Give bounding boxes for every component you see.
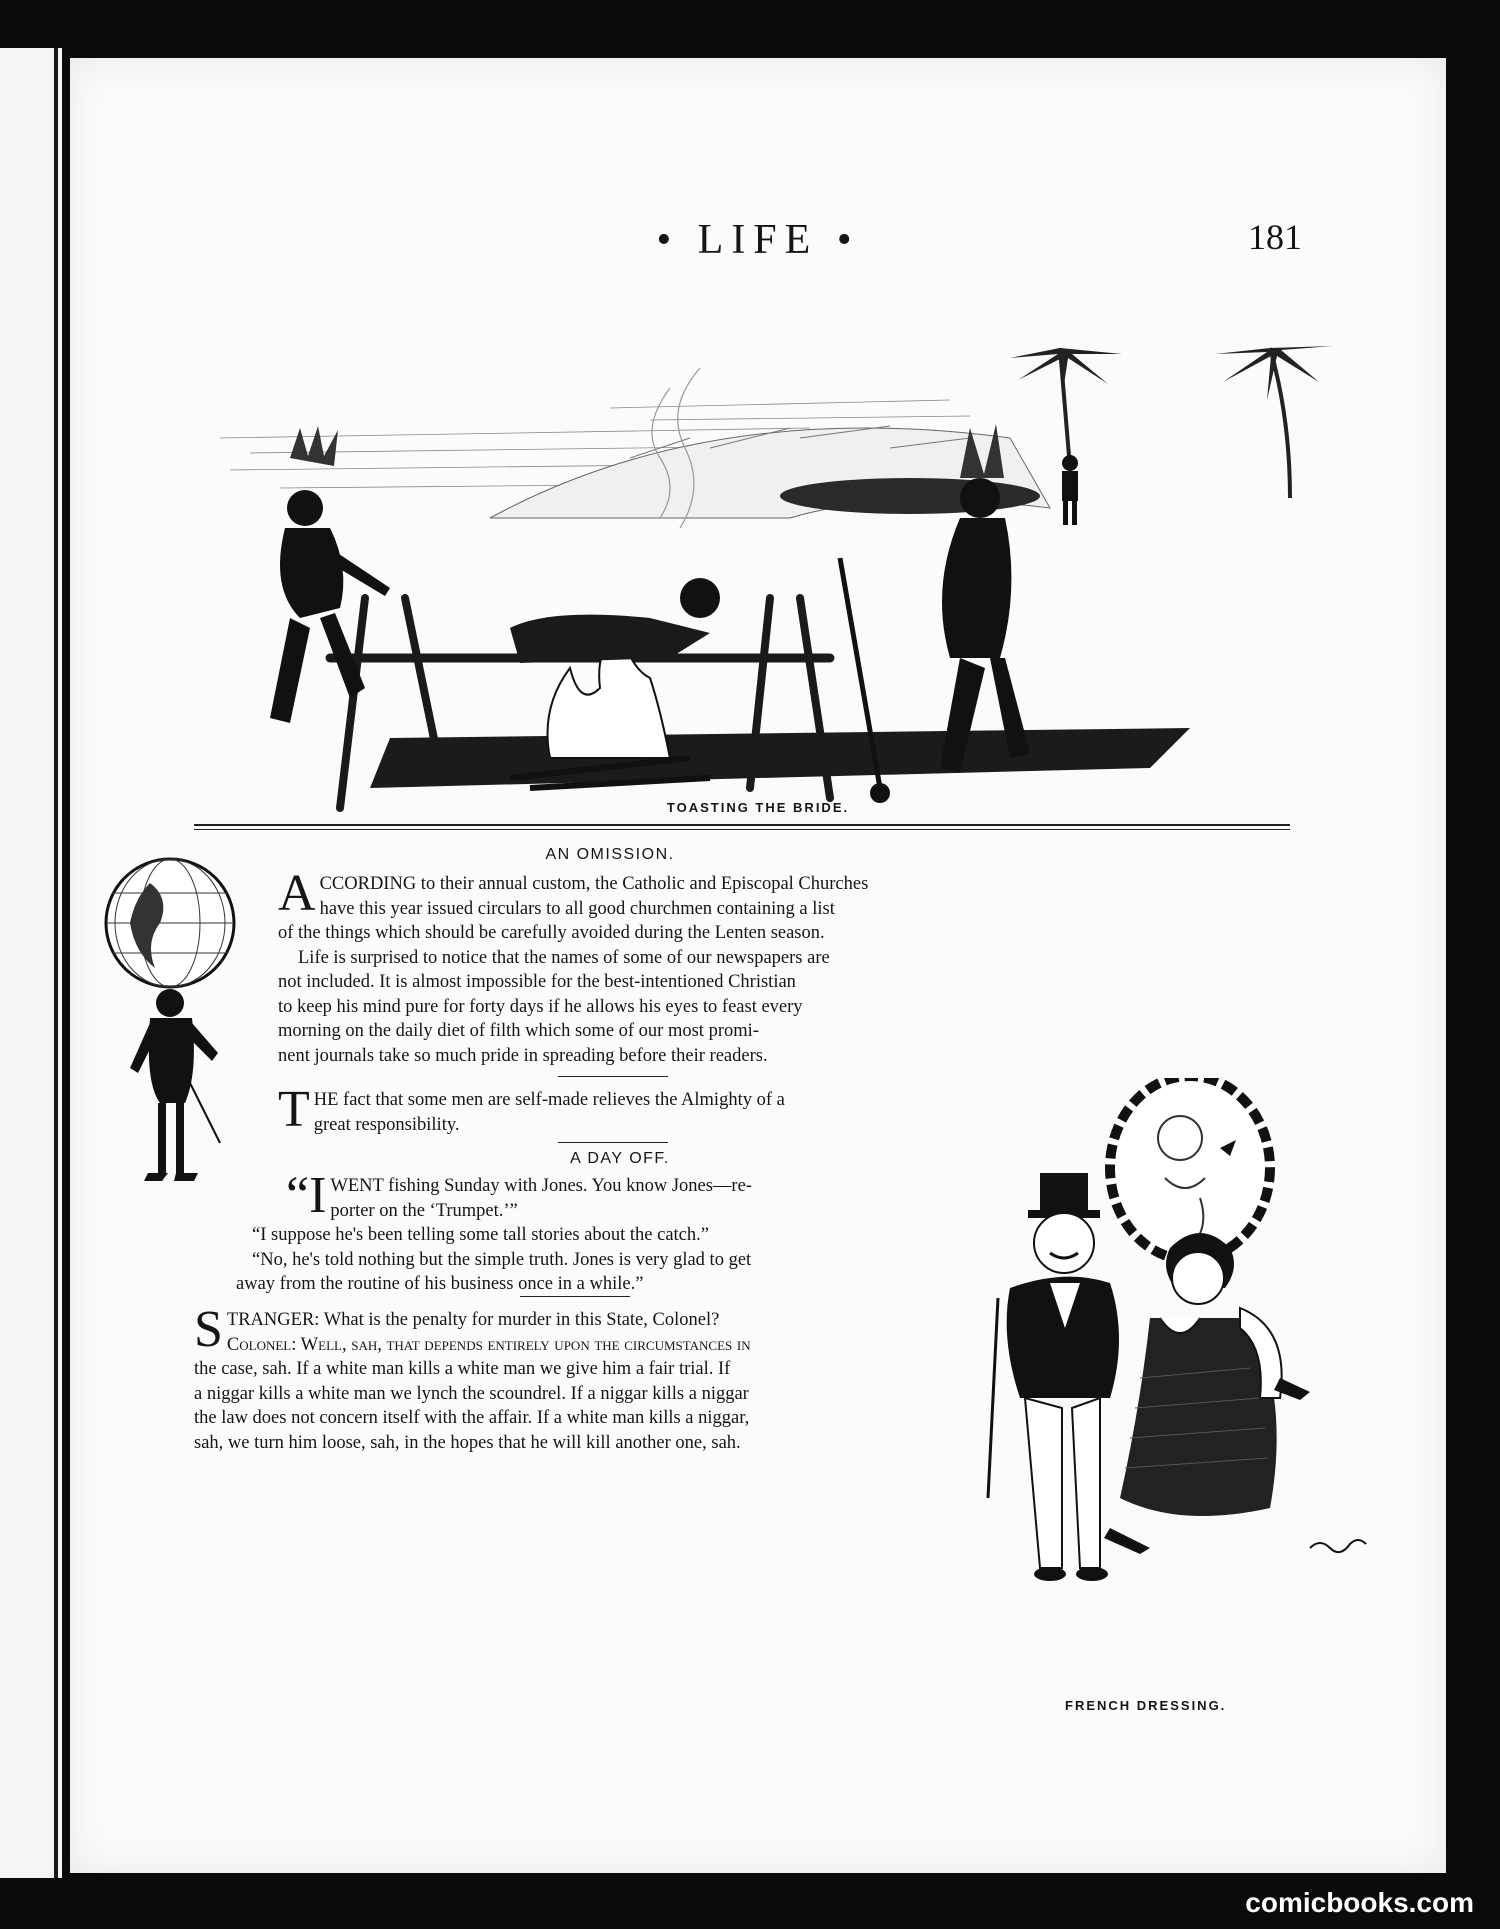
text-line: “I suppose he's been telling some tall stories about the catch.” [252,1225,709,1245]
divider-short [558,1142,668,1143]
divider-short [558,1076,668,1077]
caption-toasting-the-bride: TOASTING THE BRIDE. [666,800,850,815]
illustration-globe-figure [100,853,250,1213]
illustration-french-dressing [950,1078,1420,1608]
heading-a-day-off: A DAY OFF. [570,1150,670,1167]
text-line: porter on the ‘Trumpet.’” [330,1200,518,1221]
text-line: nent journals take so much pride in spreading before their readers. [278,1045,768,1066]
article-self-made [278,1081,1008,1138]
text-line: Life is surprised to notice that the names of some of our newspapers are [298,947,830,968]
text-line: have this year issued circulars to all good churchmen containing a list [319,898,835,919]
section-divider-rule [194,824,1290,830]
heading-an-omission: AN OMISSION. [545,846,675,863]
magazine-page [70,58,1446,1873]
text-line: CCORDING to their annual custom, the Catholic and Episcopal Churches [319,874,869,894]
caption-french-dressing: FRENCH DRESSING. [1065,1698,1227,1713]
text-line: HE fact that some men are self-made relieves the Almighty of a [313,1090,785,1110]
text-line: morning on the daily diet of filth which some of our most promi- [278,1021,759,1041]
dropcap: T [278,1081,310,1138]
page-number: 181 [1248,217,1302,257]
adjacent-page-edge [0,48,62,1878]
article-a-day-off [236,1167,1008,1297]
text-line: the case, sah. If a white man kills a white man we give him a fair trial. If [194,1359,731,1379]
dropcap: A [278,865,316,922]
article-an-omission [278,865,1006,1068]
dropcap: S [194,1301,223,1358]
dropcap: “I [286,1167,327,1224]
watermark: comicbooks.com [1245,1887,1474,1918]
text-line: Colonel: Well, sah, that depends entirely upon the circumstances in [226,1334,751,1355]
text-line: away from the routine of his business once in a while.” [236,1274,644,1294]
text-line: sah, we turn him loose, sah, in the hopes that he will kill another one, sah. [194,1432,741,1453]
text-line: WENT fishing Sunday with Jones. You know Jones—re- [330,1176,752,1196]
article-stranger [194,1301,1008,1455]
text-line: of the things which should be carefully avoided during the Lenten season. [278,923,825,943]
divider-short [520,1296,630,1297]
text-line: a niggar kills a white man we lynch the scoundrel. If a niggar kills a niggar [194,1383,749,1404]
masthead-title: • LIFE • [656,217,860,263]
text-line: “No, he's told nothing but the simple truth. Jones is very glad to get [252,1249,752,1270]
text-line: great responsibility. [313,1114,460,1135]
text-line: to keep his mind pure for forty days if he allows his eyes to feast every [278,996,803,1017]
text-line: TRANGER: What is the penalty for murder in this State, Colonel? [226,1310,720,1330]
text-line: not included. It is almost impossible for the best-intentioned Christian [278,972,796,992]
text-line: the law does not concern itself with the affair. If a white man kills a niggar, [194,1408,750,1428]
